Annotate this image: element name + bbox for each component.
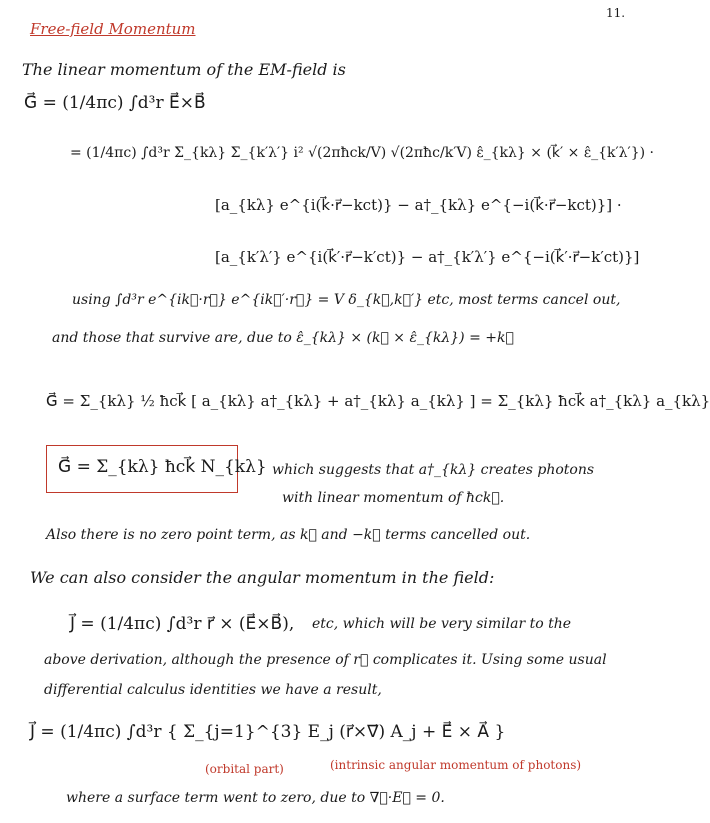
using-line: using ∫d³r e^{ik⃗·r⃗} e^{ik⃗′·r⃗} = V δ_{k⃗,k⃗′} etc, most terms cancel out, [72, 292, 621, 308]
eq-bracket-1: [a_{kλ} e^{i(k⃗·r⃗−kct)} − a†_{kλ} e^{−i(k⃗·r⃗−kct)}] · [215, 196, 622, 214]
calculus-line: differential calculus identities we have a result, [44, 682, 382, 698]
suggests-line-1: which suggests that a†_{kλ} creates photons [272, 462, 595, 478]
eq-G-expansion: = (1/4πc) ∫d³r Σ_{kλ} Σ_{k′λ′} i² √(2πħck/V) √(2πħc/k′V) ε̂_{kλ} × (k⃗′ × ε̂_{k′λ′}) · [70, 145, 654, 161]
note-orbital: (orbital part) [205, 762, 284, 776]
surface-line: where a surface term went to zero, due to ∇⃗·E⃗ = 0. [66, 790, 445, 806]
survive-line: and those that survive are, due to ε̂_{kλ} × (k⃗ × ε̂_{kλ}) = +k⃗ [52, 330, 514, 346]
page-number: 11. [606, 6, 626, 20]
derivation-line: above derivation, although the presence of r⃗ complicates it. Using some usual [44, 652, 607, 668]
eq-J-result: J⃗ = (1/4πc) ∫d³r { Σ_{j=1}^{3} E_j (r⃗×∇⃗) A_j + E⃗ × A⃗ } [30, 722, 506, 742]
eq-G-definition: G⃗ = (1/4πc) ∫d³r E⃗×B⃗ [24, 93, 206, 113]
eq-bracket-2: [a_{k′λ′} e^{i(k⃗′·r⃗−k′ct)} − a†_{k′λ′} e^{−i(k⃗′·r⃗−k′ct)}] [215, 248, 640, 266]
eq-J-text: etc, which will be very similar to the [312, 616, 572, 632]
eq-G-boxed: G⃗ = Σ_{kλ} ħck⃗ N_{kλ} [58, 457, 267, 477]
intro-text: The linear momentum of the EM-field is [22, 60, 346, 79]
eq-G-sum: G⃗ = Σ_{kλ} ½ ħck⃗ [ a_{kλ} a†_{kλ} + a†_{kλ} a_{kλ} ] = Σ_{kλ} ħck⃗ a†_{kλ} a_{kλ} [46, 392, 710, 410]
note-intrinsic: (intrinsic angular momentum of photons) [330, 758, 582, 772]
eq-J-definition: J⃗ = (1/4πc) ∫d³r r⃗ × (E⃗×B⃗), [70, 614, 295, 634]
angular-intro: We can also consider the angular momentum in the field: [30, 568, 495, 587]
zero-point-line: Also there is no zero point term, as k⃗ and −k⃗ terms cancelled out. [46, 527, 531, 543]
suggests-line-2: with linear momentum of ħck⃗. [282, 490, 505, 506]
section-title: Free-field Momentum [30, 20, 196, 38]
